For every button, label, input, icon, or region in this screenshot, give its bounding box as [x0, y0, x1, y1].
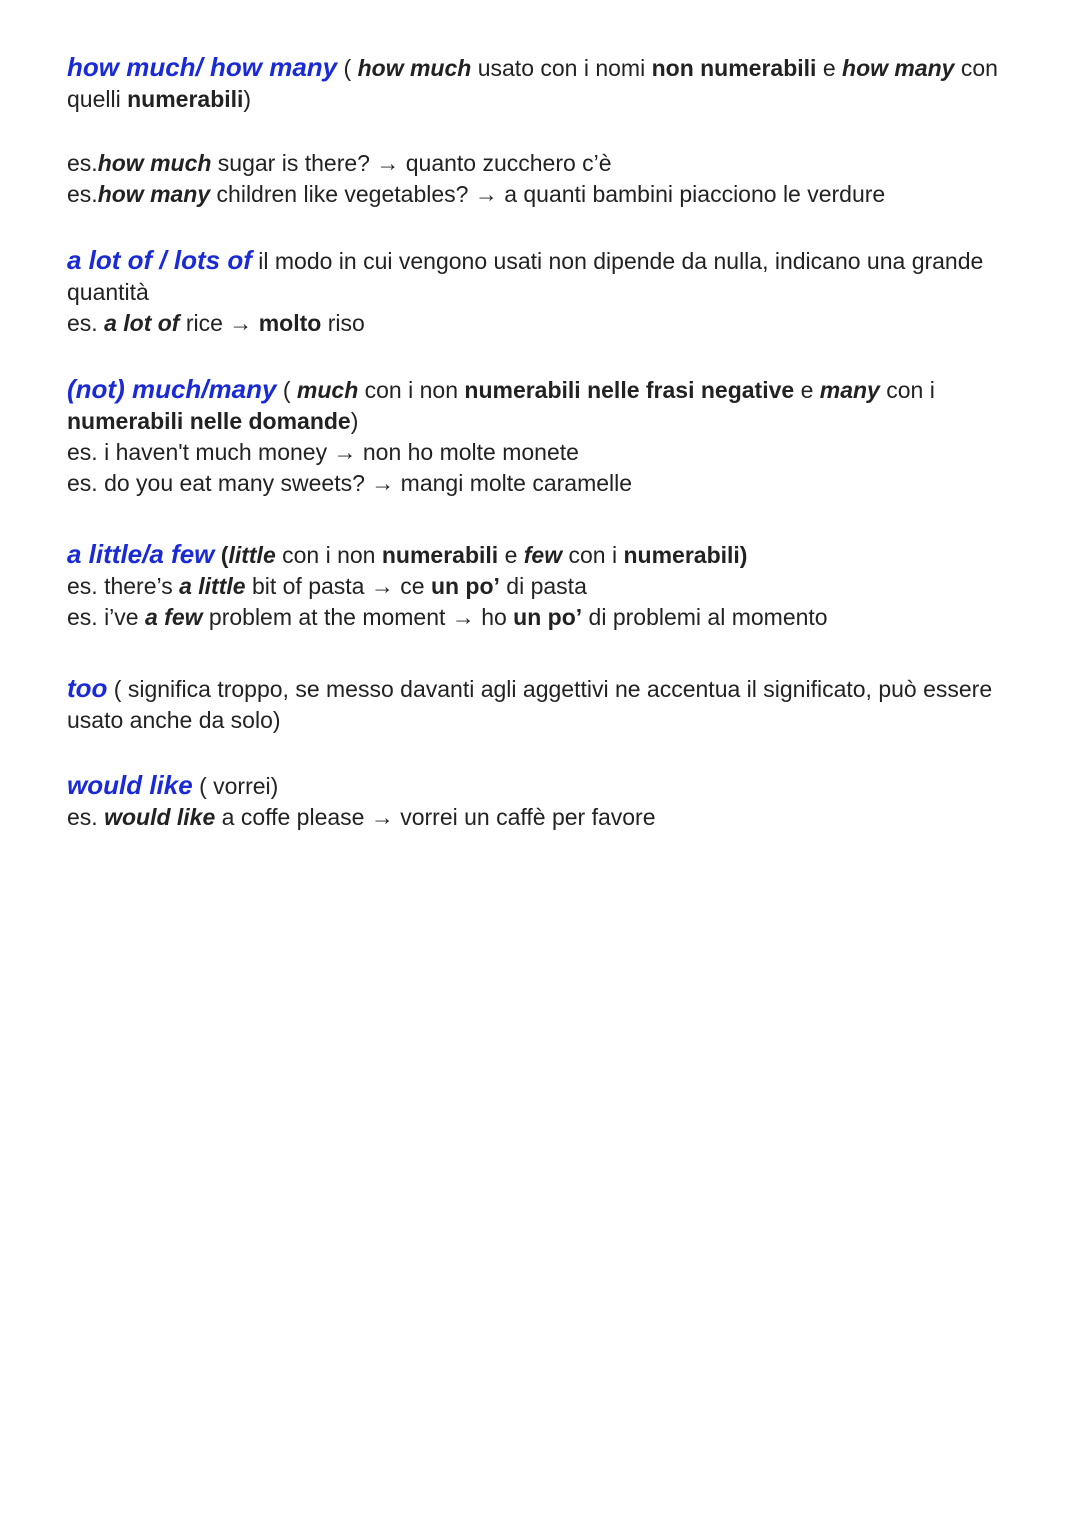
- section-description-line: usato anche da solo): [67, 707, 281, 733]
- section-heading: would like: [67, 770, 193, 800]
- example-line: es. do you eat many sweets? → mangi molte caramelle: [67, 470, 633, 496]
- section-a-lot-of: [67, 245, 1042, 339]
- section-description-line: quantità: [67, 279, 149, 305]
- section-heading: (not) much/many: [67, 374, 277, 404]
- example-line: es. would like a coffe please → vorrei un caffè per favore: [67, 804, 656, 830]
- section-heading: how much/ how many: [67, 52, 338, 82]
- example-line: es.how much sugar is there? → quanto zucchero c’è: [67, 150, 612, 176]
- section-heading: too: [67, 673, 108, 703]
- section-header-line: a little/a few (little con i non numerabili e few con i numerabili): [67, 539, 748, 569]
- example-line: es. i haven't much money → non ho molte monete: [67, 439, 579, 465]
- section-description-line: quelli numerabili): [67, 86, 252, 112]
- example-line: es. i’ve a few problem at the moment → ho un po’ di problemi al momento: [67, 604, 828, 630]
- section-how-much-how-many: [67, 52, 1042, 115]
- example-line: es. there’s a little bit of pasta → ce un po’ di pasta: [67, 573, 587, 599]
- examples-how-much-how-many: [67, 148, 1042, 210]
- section-description-line: numerabili nelle domande): [67, 408, 359, 434]
- section-header-line: would like ( vorrei): [67, 770, 279, 800]
- example-line: es. a lot of rice → molto riso: [67, 310, 365, 336]
- section-header-line: how much/ how many ( how much usato con i nomi non numerabili e how many con: [67, 52, 998, 82]
- section-header-line: too ( significa troppo, se messo davanti agli aggettivi ne accentua il significato, può essere: [67, 673, 993, 703]
- example-line: es.how many children like vegetables? → a quanti bambini piacciono le verdure: [67, 181, 886, 207]
- section-heading: a little/a few: [67, 539, 215, 569]
- section-would-like: [67, 770, 1042, 833]
- section-not-much-many: [67, 374, 1042, 499]
- section-a-little-a-few: [67, 539, 1042, 633]
- section-header-line: (not) much/many ( much con i non numerabili nelle frasi negative e many con i: [67, 374, 935, 404]
- section-too: [67, 673, 1042, 736]
- section-heading: a lot of / lots of: [67, 245, 252, 275]
- section-header-line: a lot of / lots of il modo in cui vengono usati non dipende da nulla, indicano una grande: [67, 245, 984, 275]
